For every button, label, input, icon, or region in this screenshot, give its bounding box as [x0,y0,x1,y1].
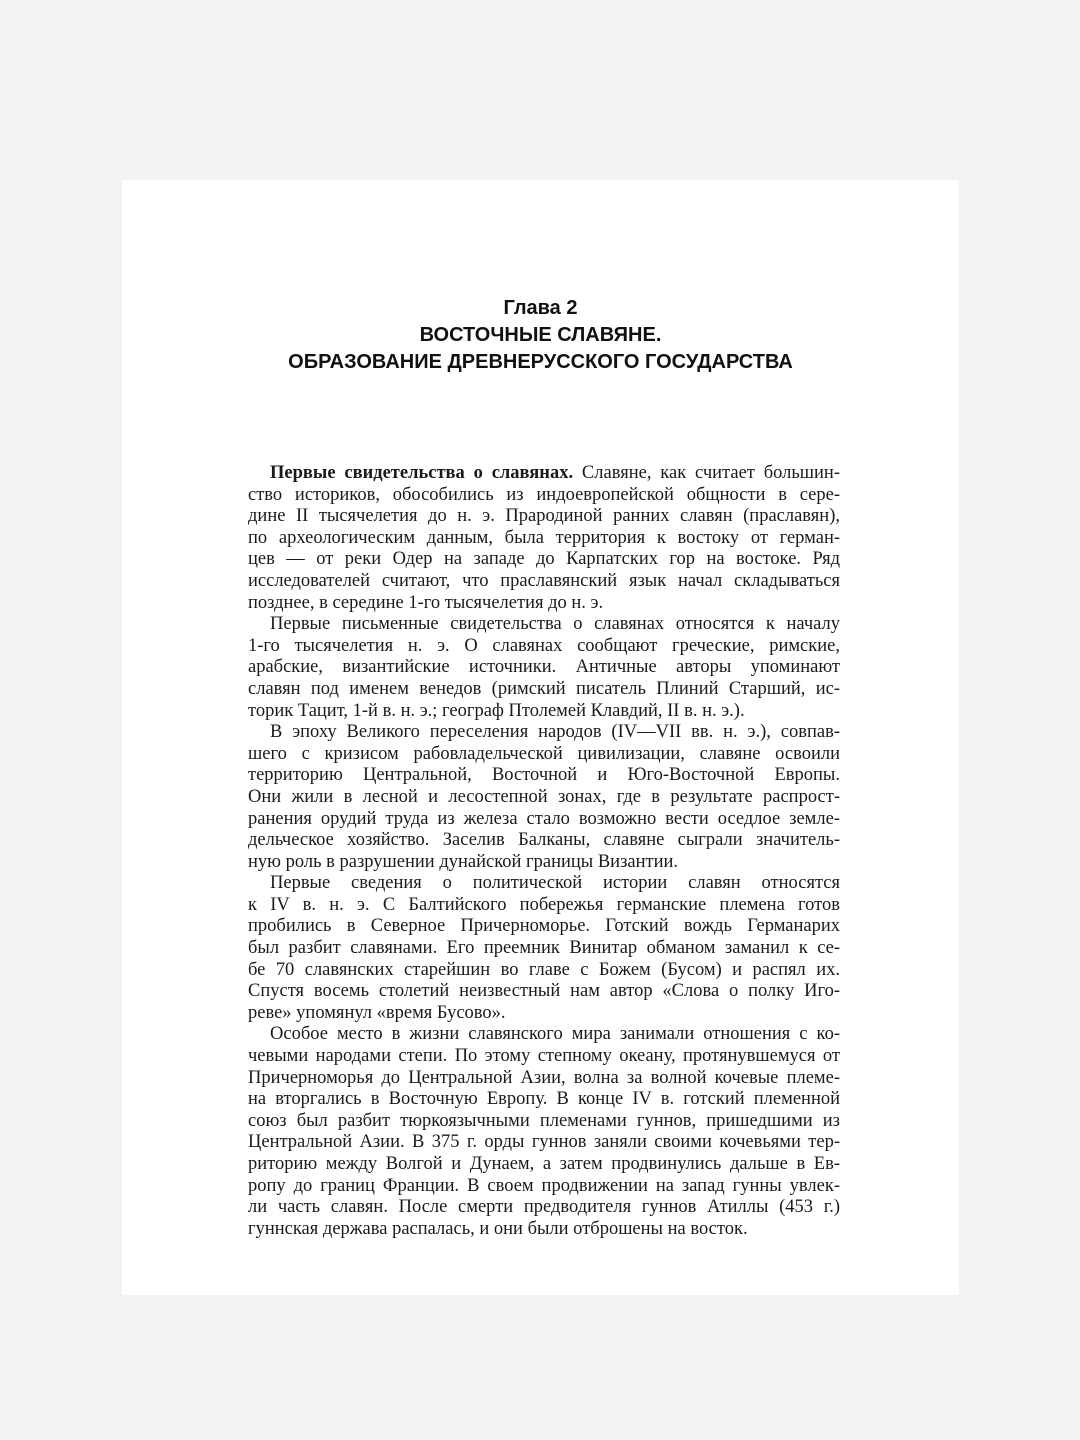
paragraph-line: торик Тацит, 1-й в. н. э.; географ Птолемей Клавдий, II в. н. э.). [248,700,745,721]
paragraph-3 [248,722,840,873]
paragraph-line: исследователей считают, что праславянский язык начал складываться [248,570,840,591]
paragraph-line: дине II тысячелетия до н. э. Прародиной ранних славян (праславян), [248,506,840,527]
paragraph-line: пробились в Северное Причерноморье. Готский вождь Германарих [248,916,840,937]
paragraph-line: позднее, в середине 1-го тысячелетия до н. э. [248,592,604,613]
paragraph-line: гуннская держава распалась, и они были отброшены на восток. [248,1218,748,1239]
paragraph-line: дельческое хозяйство. Заселив Балканы, славяне сыграли значитель- [248,830,840,851]
paragraph-line: 1-го тысячелетия н. э. О славянах сообщают греческие, римские, [248,635,840,656]
paragraph-line: к IV в. н. э. С Балтийского побережья германские племена готов [248,894,840,915]
paragraph-line: ство историков, обособились из индоевропейской общности в сере- [248,484,840,505]
paragraph-line: чевыми народами степи. По этому степному океану, протянувшемуся от [248,1046,840,1067]
paragraph-line-text: Славяне, как считает большин- [573,463,840,483]
paragraph-line: В эпоху Великого переселения народов (IV—VII вв. н. э.), совпав- [270,722,840,743]
paragraph-line: Первые сведения о политической истории славян относятся [270,873,840,894]
chapter-heading [122,295,959,376]
chapter-title-line-2: ОБРАЗОВАНИЕ ДРЕВНЕРУССКОГО ГОСУДАРСТВА [288,351,793,373]
paragraph-line: на вторгались в Восточную Европу. В конце IV в. готский племенной [248,1089,840,1110]
paragraph-line: территорию Центральной, Восточной и Юго-Восточной Европы. [248,765,840,786]
paragraph-4 [248,873,840,1024]
paragraph-line: шего с кризисом рабовладельческой цивилизации, славяне освоили [248,743,840,764]
paragraph-line: Спустя восемь столетий неизвестный нам автор «Слова о полку Иго- [248,981,840,1002]
paragraph-line: ли часть славян. После смерти предводителя гуннов Атиллы (453 г.) [248,1197,840,1218]
paragraph-line: ранения орудий труда из железа стало возможно вести оседлое земле- [248,808,840,829]
paragraph-line: был разбит славянами. Его преемник Винитар обманом заманил к се- [248,938,840,959]
paragraph-1 [248,463,840,614]
paragraph-5 [248,1024,840,1240]
paragraph-line: арабские, византийские источники. Античные авторы упоминают [248,657,840,678]
paragraph-line: Они жили в лесной и лесостепной зонах, где в результате распрост- [248,786,840,807]
paragraph-line: бе 70 славянских старейшин во главе с Божем (Бусом) и распял их. [248,959,840,980]
chapter-title-line-1: ВОСТОЧНЫЕ СЛАВЯНЕ. [419,324,662,346]
chapter-number: Глава 2 [503,297,578,319]
paragraph-line: цев — от реки Одер на западе до Карпатских гор на востоке. Ряд [248,549,840,570]
paragraph-line: по археологическим данным, была территория к востоку от герман- [248,527,840,548]
paragraph-line [248,463,840,485]
paragraph-line: ную роль в разрушении дунайской границы Византии. [248,851,678,872]
paragraph-line: Особое место в жизни славянского мира занимали отношения с ко- [270,1024,840,1045]
paragraph-line: Центральной Азии. В 375 г. орды гуннов заняли своими кочевьями тер- [248,1132,840,1153]
paragraph-line: риторию между Волгой и Дунаем, а затем продвинулись дальше в Ев- [248,1154,840,1174]
chapter-body [248,463,840,1240]
paragraph-line: реве» упомянул «время Бусово». [248,1002,506,1023]
paragraph-line: Первые письменные свидетельства о славянах относятся к началу [270,614,840,635]
paragraph-line: ропу до границ Франции. В своем продвижении на запад гунны увлек- [248,1175,840,1196]
paragraph-line: славян под именем венедов (римский писатель Плиний Старший, ис- [248,678,840,699]
book-page [122,180,959,1295]
paragraph-line: союз был разбит тюркоязычными племенами гуннов, пришедшими из [248,1110,840,1131]
paragraph-line: Причерноморья до Центральной Азии, волна за волной кочевые племе- [248,1067,840,1088]
paragraph-lead: Первые свидетельства о славянах. [270,463,574,483]
paragraph-2 [248,614,840,722]
